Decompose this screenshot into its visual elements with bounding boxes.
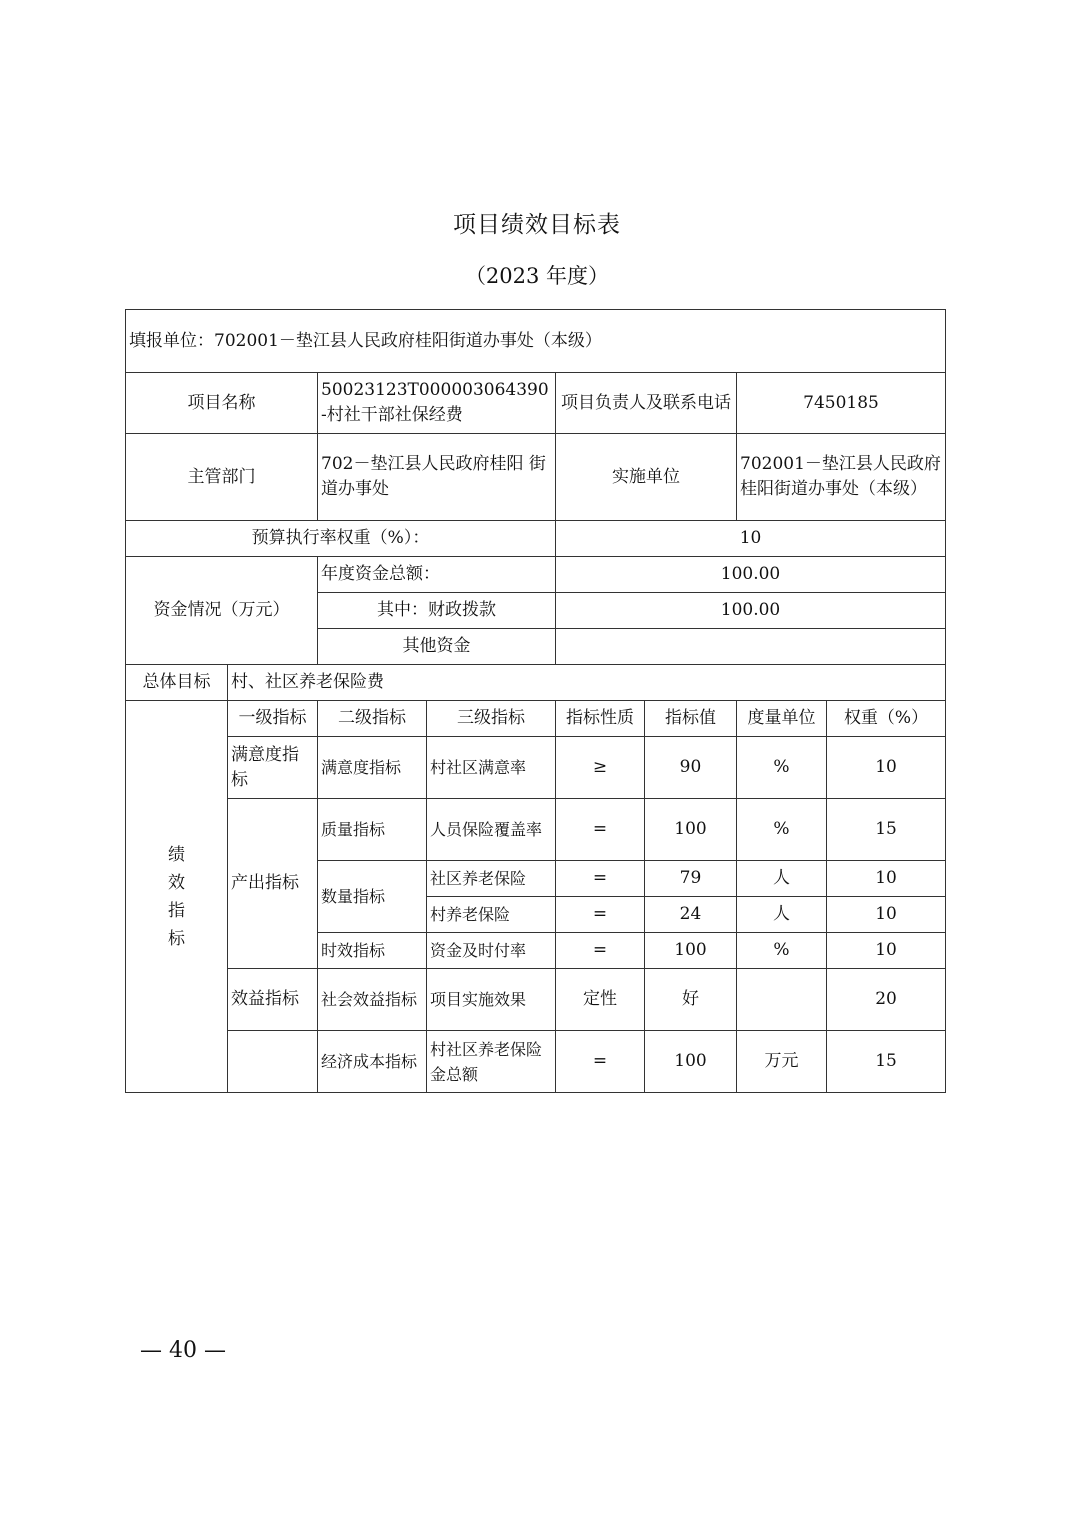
funds-other-value bbox=[556, 629, 946, 665]
nature-cell: = bbox=[556, 1031, 645, 1093]
value-cell: 100 bbox=[645, 799, 737, 861]
level2-cell: 质量指标 bbox=[318, 799, 427, 861]
budget-rate-value: 10 bbox=[556, 521, 946, 557]
funds-label: 资金情况（万元） bbox=[126, 557, 318, 665]
weight-cell: 20 bbox=[827, 969, 946, 1031]
level3-cell: 项目实施效果 bbox=[427, 969, 556, 1031]
funds-other-label: 其他资金 bbox=[318, 629, 556, 665]
level1-blank bbox=[228, 1031, 318, 1093]
budget-rate-label: 预算执行率权重（%）： bbox=[126, 521, 556, 557]
impl-value: 702001－垫江县人民政府桂阳街道办事处（本级） bbox=[737, 434, 946, 521]
perf-label: 绩效指标 bbox=[168, 844, 185, 949]
header-level3: 三级指标 bbox=[427, 701, 556, 737]
funds-total-label: 年度资金总额： bbox=[318, 557, 556, 593]
header-unit: 度量单位 bbox=[737, 701, 827, 737]
value-cell: 100 bbox=[645, 933, 737, 969]
nature-cell: = bbox=[556, 861, 645, 897]
funds-total-value: 100.00 bbox=[556, 557, 946, 593]
unit-cell: 人 bbox=[737, 861, 827, 897]
goal-label: 总体目标 bbox=[126, 665, 228, 701]
perf-label-cell bbox=[126, 701, 228, 1093]
impl-label: 实施单位 bbox=[556, 434, 737, 521]
level1-satisfaction: 满意度指标 bbox=[228, 737, 318, 799]
nature-cell: = bbox=[556, 933, 645, 969]
weight-cell: 15 bbox=[827, 1031, 946, 1093]
table-row bbox=[126, 969, 946, 1031]
nature-cell: 定性 bbox=[556, 969, 645, 1031]
table-row bbox=[126, 1031, 946, 1093]
value-cell: 79 bbox=[645, 861, 737, 897]
value-cell: 好 bbox=[645, 969, 737, 1031]
contact-label: 项目负责人及联系电话 bbox=[556, 373, 737, 434]
unit-cell: 万元 bbox=[737, 1031, 827, 1093]
level1-benefit: 效益指标 bbox=[228, 969, 318, 1031]
funds-fiscal-value: 100.00 bbox=[556, 593, 946, 629]
level2-cell: 社会效益指标 bbox=[318, 969, 427, 1031]
level2-cell: 数量指标 bbox=[318, 861, 427, 933]
unit-cell bbox=[737, 969, 827, 1031]
weight-cell: 10 bbox=[827, 933, 946, 969]
nature-cell: = bbox=[556, 799, 645, 861]
page-subtitle: （2023 年度） bbox=[464, 264, 610, 288]
table-row bbox=[126, 799, 946, 861]
unit-cell: % bbox=[737, 737, 827, 799]
value-cell: 100 bbox=[645, 1031, 737, 1093]
level3-cell: 社区养老保险 bbox=[427, 861, 556, 897]
contact-value: 7450185 bbox=[737, 373, 946, 434]
level2-cell: 经济成本指标 bbox=[318, 1031, 427, 1093]
value-cell: 24 bbox=[645, 897, 737, 933]
performance-target-table bbox=[125, 309, 946, 1093]
weight-cell: 10 bbox=[827, 897, 946, 933]
level1-output: 产出指标 bbox=[228, 799, 318, 969]
dept-label: 主管部门 bbox=[126, 434, 318, 521]
page-title: 项目绩效目标表 bbox=[453, 212, 621, 238]
project-name-value: 50023123T000003064390-村社干部社保经费 bbox=[318, 373, 556, 434]
header-value: 指标值 bbox=[645, 701, 737, 737]
goal-value: 村、社区养老保险费 bbox=[228, 665, 946, 701]
funds-fiscal-label: 其中：财政拨款 bbox=[318, 593, 556, 629]
value-cell: 90 bbox=[645, 737, 737, 799]
header-weight: 权重（%） bbox=[827, 701, 946, 737]
header-nature: 指标性质 bbox=[556, 701, 645, 737]
dept-value: 702－垫江县人民政府桂阳 街道办事处 bbox=[318, 434, 556, 521]
nature-cell: ≥ bbox=[556, 737, 645, 799]
weight-cell: 10 bbox=[827, 861, 946, 897]
table-row bbox=[126, 737, 946, 799]
level3-cell: 人员保险覆盖率 bbox=[427, 799, 556, 861]
header-level2: 二级指标 bbox=[318, 701, 427, 737]
level3-cell: 资金及时付率 bbox=[427, 933, 556, 969]
unit-cell: 人 bbox=[737, 897, 827, 933]
level3-cell: 村社区满意率 bbox=[427, 737, 556, 799]
level3-cell: 村社区养老保险金总额 bbox=[427, 1031, 556, 1093]
level2-cell: 时效指标 bbox=[318, 933, 427, 969]
level2-cell: 满意度指标 bbox=[318, 737, 427, 799]
nature-cell: = bbox=[556, 897, 645, 933]
weight-cell: 15 bbox=[827, 799, 946, 861]
unit-cell: % bbox=[737, 933, 827, 969]
fill-unit: 填报单位：702001－垫江县人民政府桂阳街道办事处（本级） bbox=[126, 310, 946, 373]
page-number: — 40 — bbox=[140, 1338, 226, 1363]
project-name-label: 项目名称 bbox=[126, 373, 318, 434]
weight-cell: 10 bbox=[827, 737, 946, 799]
level3-cell: 村养老保险 bbox=[427, 897, 556, 933]
unit-cell: % bbox=[737, 799, 827, 861]
header-level1: 一级指标 bbox=[228, 701, 318, 737]
